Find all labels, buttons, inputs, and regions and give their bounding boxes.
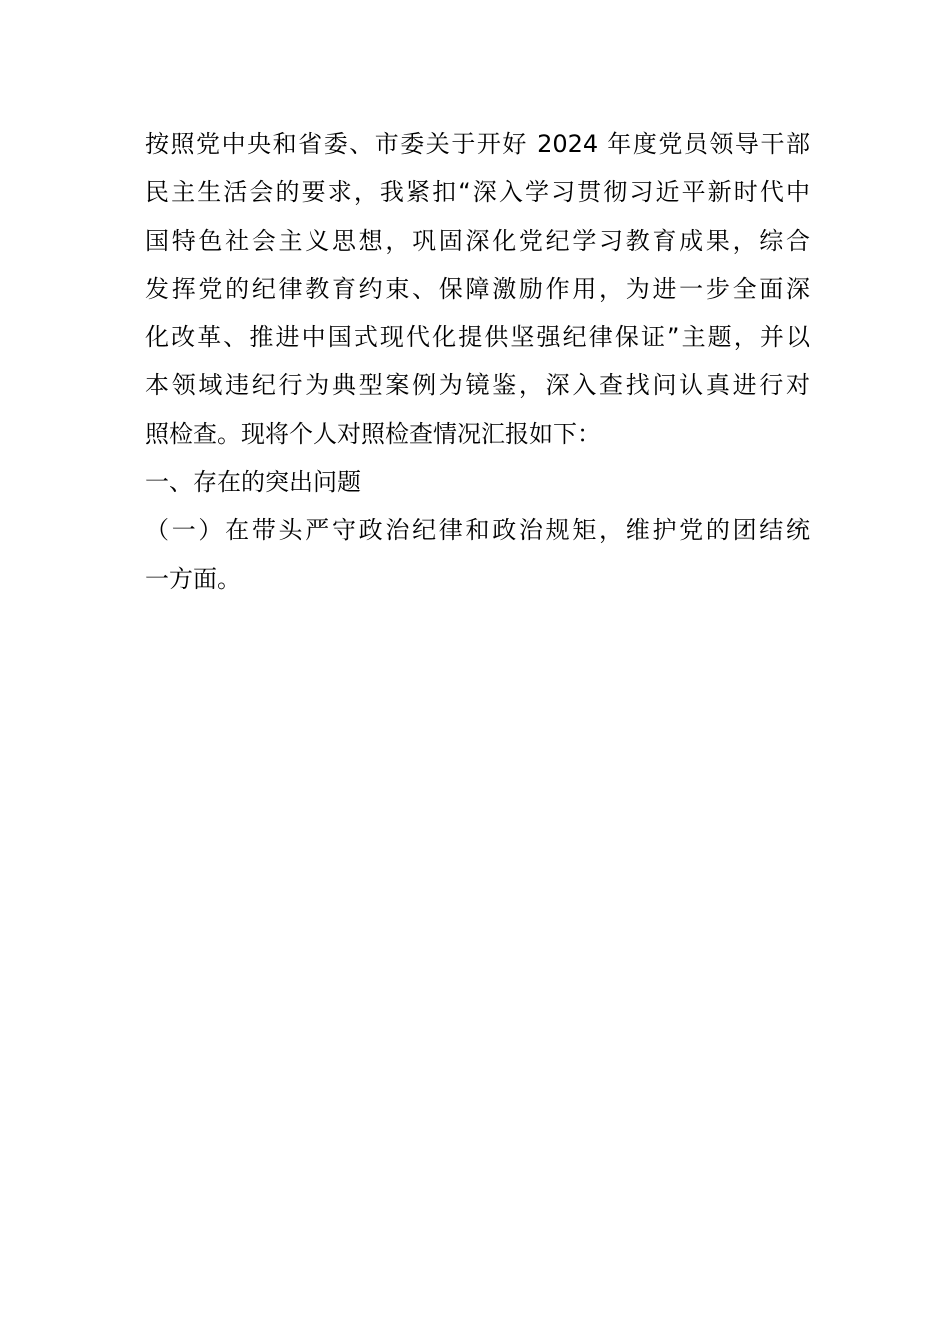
paragraph-line-1: 按照党中央和省委、市委关于开好 2024 年度党员领导干部 xyxy=(145,130,810,158)
section-heading: 一、存在的突出问题 xyxy=(145,468,361,497)
paragraph-line-3: 国特色社会主义思想，巩固深化党纪学习教育成果，综合 xyxy=(145,226,810,255)
paragraph-line-2: 民主生活会的要求，我紧扣“深入学习贯彻习近平新时代中 xyxy=(145,178,810,207)
paragraph-line-5: 化改革、推进中国式现代化提供坚强纪律保证”主题，并以 xyxy=(145,323,810,352)
document-body xyxy=(145,120,810,603)
paragraph-line-4: 发挥党的纪律教育约束、保障激励作用，为进一步全面深 xyxy=(145,274,810,303)
subsection-heading-line-2: 一方面。 xyxy=(145,564,241,593)
paragraph-line-6: 本领域违纪行为典型案例为镜鉴，深入查找问认真进行对 xyxy=(145,371,810,400)
paragraph-line-7: 照检查。现将个人对照检查情况汇报如下： xyxy=(145,419,601,448)
subsection-heading-line-1: （一）在带头严守政治纪律和政治规矩，维护党的团结统 xyxy=(145,516,810,545)
